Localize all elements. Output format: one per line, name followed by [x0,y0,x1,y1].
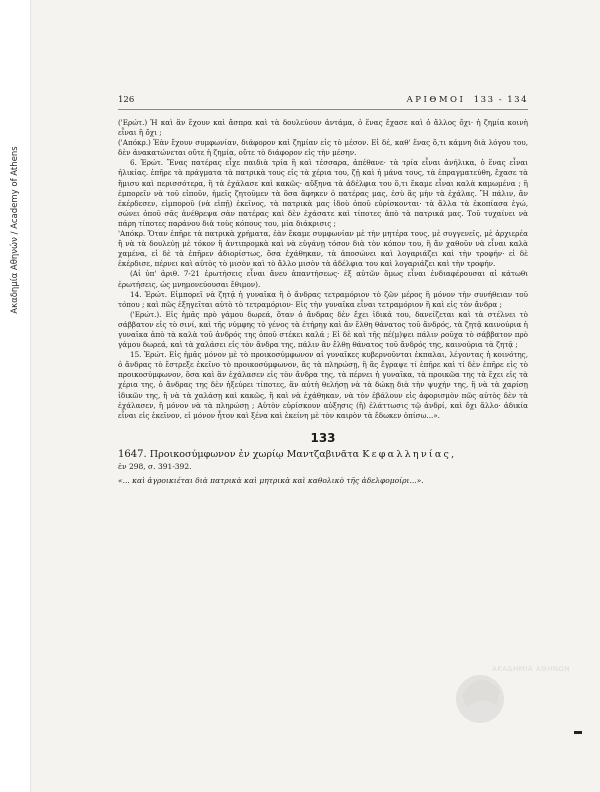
academy-watermark [452,665,582,735]
body-text [118,118,528,421]
entry-reference: ἐν 298, σ. 391-392. [118,461,192,471]
header-range: 133 - 134 [473,95,528,105]
paragraph-answer: ('Απόκρ.) Ἐὰν ἔχουν συμφωνίαν, διάφορον καὶ ζημίαν εἰς τὸ μέσον. Εἰ δέ, καθ' ἕνας ὅ,τι κάμνη διὰ λόγου του, δὲν ἀνακατώνεται οὔτε ἡ ζημία, οὔτε τὸ διάφορον εἰς τὴν μέσην. [118,138,528,158]
paragraph-question: ('Ερώτ.) Ἡ καὶ ἂν ἔχουν καὶ ἄσπρα καὶ τὰ δουλεύουν ἀντάμα, ὁ ἕνας ἔχασε καὶ ὁ ἄλλος ὄχι· ἡ ζημία κοινὴ εἶναι ἢ ὄχι ; [118,118,528,138]
watermark-text: ΑΚΑΔΗΜΙΑ ΑΘΗΝΩΝ [492,665,571,673]
paragraph-question-6: 6. Ἐρώτ. Ἕνας πατέρας εἶχε παιδιὰ τρία ἢ καὶ τέσσαρα, ἀπέθανε· τὰ τρία εἶναι ἀνήλικα, ὁ ἕνας εἶναι ἠλικίας. ἐπῆρε τὰ πράγματα τὰ πατρικὰ τους εἰς τὰ χέρια του, ζῇ καὶ ἡ μάνα τους, τὰ ἐπραγματεύθη, ἔχασε τὰ ἥμισυ καὶ περισσότερα, ἢ τὰ ἐχάλασε καὶ κακῶς· αὔξηνα τὰ ἀδέλφια του ὅ,τι ἔκαμε εἶναι καλὰ καμωμένα ; ἢ ἐμπορεῖν νὰ τοῦ εἰποῦν, ἡμεῖς ζητοῦμεν τὰ ὅσα ἄφηκεν ὁ πατέρας μας, ἐσὺ ἂς μὴν τὰ ἐχάλας. Ἢ πάλιν, ἂν ἐκέρδεσεν, εἰμποροῦ (νὰ εἰπῇ) ἐκεῖνος, τὰ πατρικὰ μας ἰδοὺ ὁποῦ εὑρίσκονται· τὰ ἄλλα τὰ ἐκοπίασα ἐγώ, σώνει ὁποῦ σᾶς ἀνέθρεψα σὰν πατέρας καὶ δὲν ἐχάσατε καὶ τίποτες ἀπὸ τὰ πατρικά μας. Τοῦ τυχαίνει νὰ πάρη τίποτες παράνου διὰ τοὺς κόπους του, μία διάκρισις ; [118,158,528,228]
paragraph-editorial-note: (Αἱ ὑπ' ἀριθ. 7-21 ἐρωτήσεις εἶναι ἄνευ ἀπαντήσεως· ἐξ αὐτῶν ὅμως εἶναι ἐνδιαφέρουσαι αἱ κάτωθι ἐρωτήσεις, ὡς μνημονεύουσαι ἔθιμον). [118,269,528,289]
entry-quote: «... καὶ ἀγροικιέται διὰ πατρικὰ καὶ μητρικὰ καὶ καθολικὸ τῆς ἀδελφομοίρι...». [118,475,424,485]
page-number: 126 [118,95,135,105]
paragraph-answer-6: 'Απόκρ. Ὅταν ἐπῆρε τὰ πατρικὰ χρήματα, ἐὰν ἔκαμε συμφωνίαν μὲ τὴν μητέρα τους, μὲ συγγενεῖς, μὲ ἀρχιερέα ἢ νὰ τὰ δουλεύῃ μὲ τόκον ἢ ἀντιπρομκὰ καὶ νὰ εὐγάνῃ τόσον διὰ τὸν κόπον του, ἢ ἂν χαθοῦν νὰ εἶναι καλὰ χαμένα, εἰ δὲ τὰ ἐπῆρεν ἀδιορίστως, ὅσα ἐχάθηκαν, τὰ ἀποσώνει καὶ λογαριάζει καὶ τὴν τροφήν· εἰ δὲ ἐκέρδισε, πέρνει καὶ αὐτὸς τὸ μισὸν καὶ τὸ ἄλλο μισὸν τὰ ἀδέλφια του καὶ λογαριάζει καὶ τὴν τροφήν. [118,229,528,269]
entry-title [118,449,528,461]
entry-number: 1647. [118,448,147,460]
running-head [118,95,528,110]
archive-sidebar [0,0,31,792]
entry-place: Κεφαλληνίας, [362,448,457,460]
running-title [407,95,528,105]
section-number: 133 [310,430,336,445]
document-page [118,95,528,486]
athena-head-icon [452,665,512,735]
entry-title-text: Προικοσύμφωνον ἐν χωρίῳ Μαντζαβινᾶτα [149,448,360,460]
sidebar-label: Ακαδημία Αθηνών / Academy of Athens [10,146,20,314]
paragraph-question-14: 14. Ἐρώτ. Εἰμπορεῖ νὰ ζητᾷ ἡ γυναῖκα ἢ ὁ ἄνδρας τετραμόριον τὸ ζῶν μέρος ἢ μόνον τὴν συνήθειαν τοῦ τόπου ; καὶ πῶς ἐξηγεῖται αὐτὸ τὸ τετραμόριον· Εἰς τὴν γυναῖκα εἶναι τετραμόριον ἢ καὶ εἰς τὸν ἄνδρα ; [118,289,528,309]
paragraph-question-15: 15. Ἐρώτ. Εἰς ἡμᾶς μόνον μὲ τὸ προικοσύμφωνον αἱ γυναῖκες κυβερνοῦνται ἐκπαλαι, λέγοντας ἡ κοινότης, ὁ ἄνδρας τὸ ἔστρεξε ἐκεῖνο τὸ προικοσύμφωνον, ἂς τὰ πληρώσῃ, ἢ ἂς ἔγραψε τί ἐπῆρε καὶ τί δὲν ἐπῆρε εἰς τὸ προικοσύμφωνον, ὅσα καὶ ἂν ἐχάλασεν εἰς τὸν ἄνδρα της, τὰ πέρνει ἡ γυναῖκα, τὰ προικῶα της τὰ ἔχει εἰς τὰ χέρια της, ὁ ἄνδρας της δὲν ἠξεύρει τίποτες, ἂν αὐτὴ θελήσῃ νὰ τὰ δώκῃ διὰ τὴν ψυχήν της, ἢ νὰ τὰ χαρίσῃ ἰδικῶν της, ἢ νὰ τὰ χαλάσῃ καὶ κακῶς, ἢ καὶ νὰ ἐχάθηκαν, νὰ τὸν ἐβάλουν εἰς ἀφορισμὸν πῶς αὐτὸς δὲν τὰ ἐχάλασεν, ἢ μόνον νὰ τὰ πληρώσῃ ; Αὐτὸν εὑρίσκουν αὐξησις (ἢ) ἐλάττωσις τῷ ἀνδρί, καὶ ὄχι ἄλλο· ἀδικία εἶναι εἰς ἐκεῖνον, εἰ μόνον ἦτον καὶ ξένα καὶ ἐκείνη μὲ τὸν καιρὸν τὰ ἔδωκεν ὀπίσω...». [118,350,528,420]
header-title: ΑΡΙΘΜΟΙ [406,95,466,105]
page-edge-mark [574,731,582,734]
paragraph-question-14b: ('Ερώτ.). Εἰς ἡμᾶς πρὸ γάμου δωρεά, ὅταν ὁ ἄνδρας δὲν ἔχει ἰδικά του, δανείζεται καὶ τὰ στέλνει τὸ σάββατον εἰς τὸ σινί, καὶ τῆς νύμφης τὸ γένος τὰ ἐτήρηγ καὶ ἂν ἔλθη θάνατος τοῦ ἄνδρός, τὰ ζητᾷ καινούρια ἡ γυναῖκα ἀπὸ τὰ καλὰ τοῦ ἀνδρός της ὁποῦ στέκει καλά ; Εἰ δὲ καὶ τῆς πέ(μ)ψει πάλιν ροῦχα τὸ σάββατον πρὸ γάμου δωρεά, καὶ τὰ χαλάσει εἰς τὸν ἄνδρα της, πάλιν ἂν ἔλθῃ θάνατος τοῦ ἄνδρός της, καινούρια τὰ ζητᾷ ; [118,309,528,350]
